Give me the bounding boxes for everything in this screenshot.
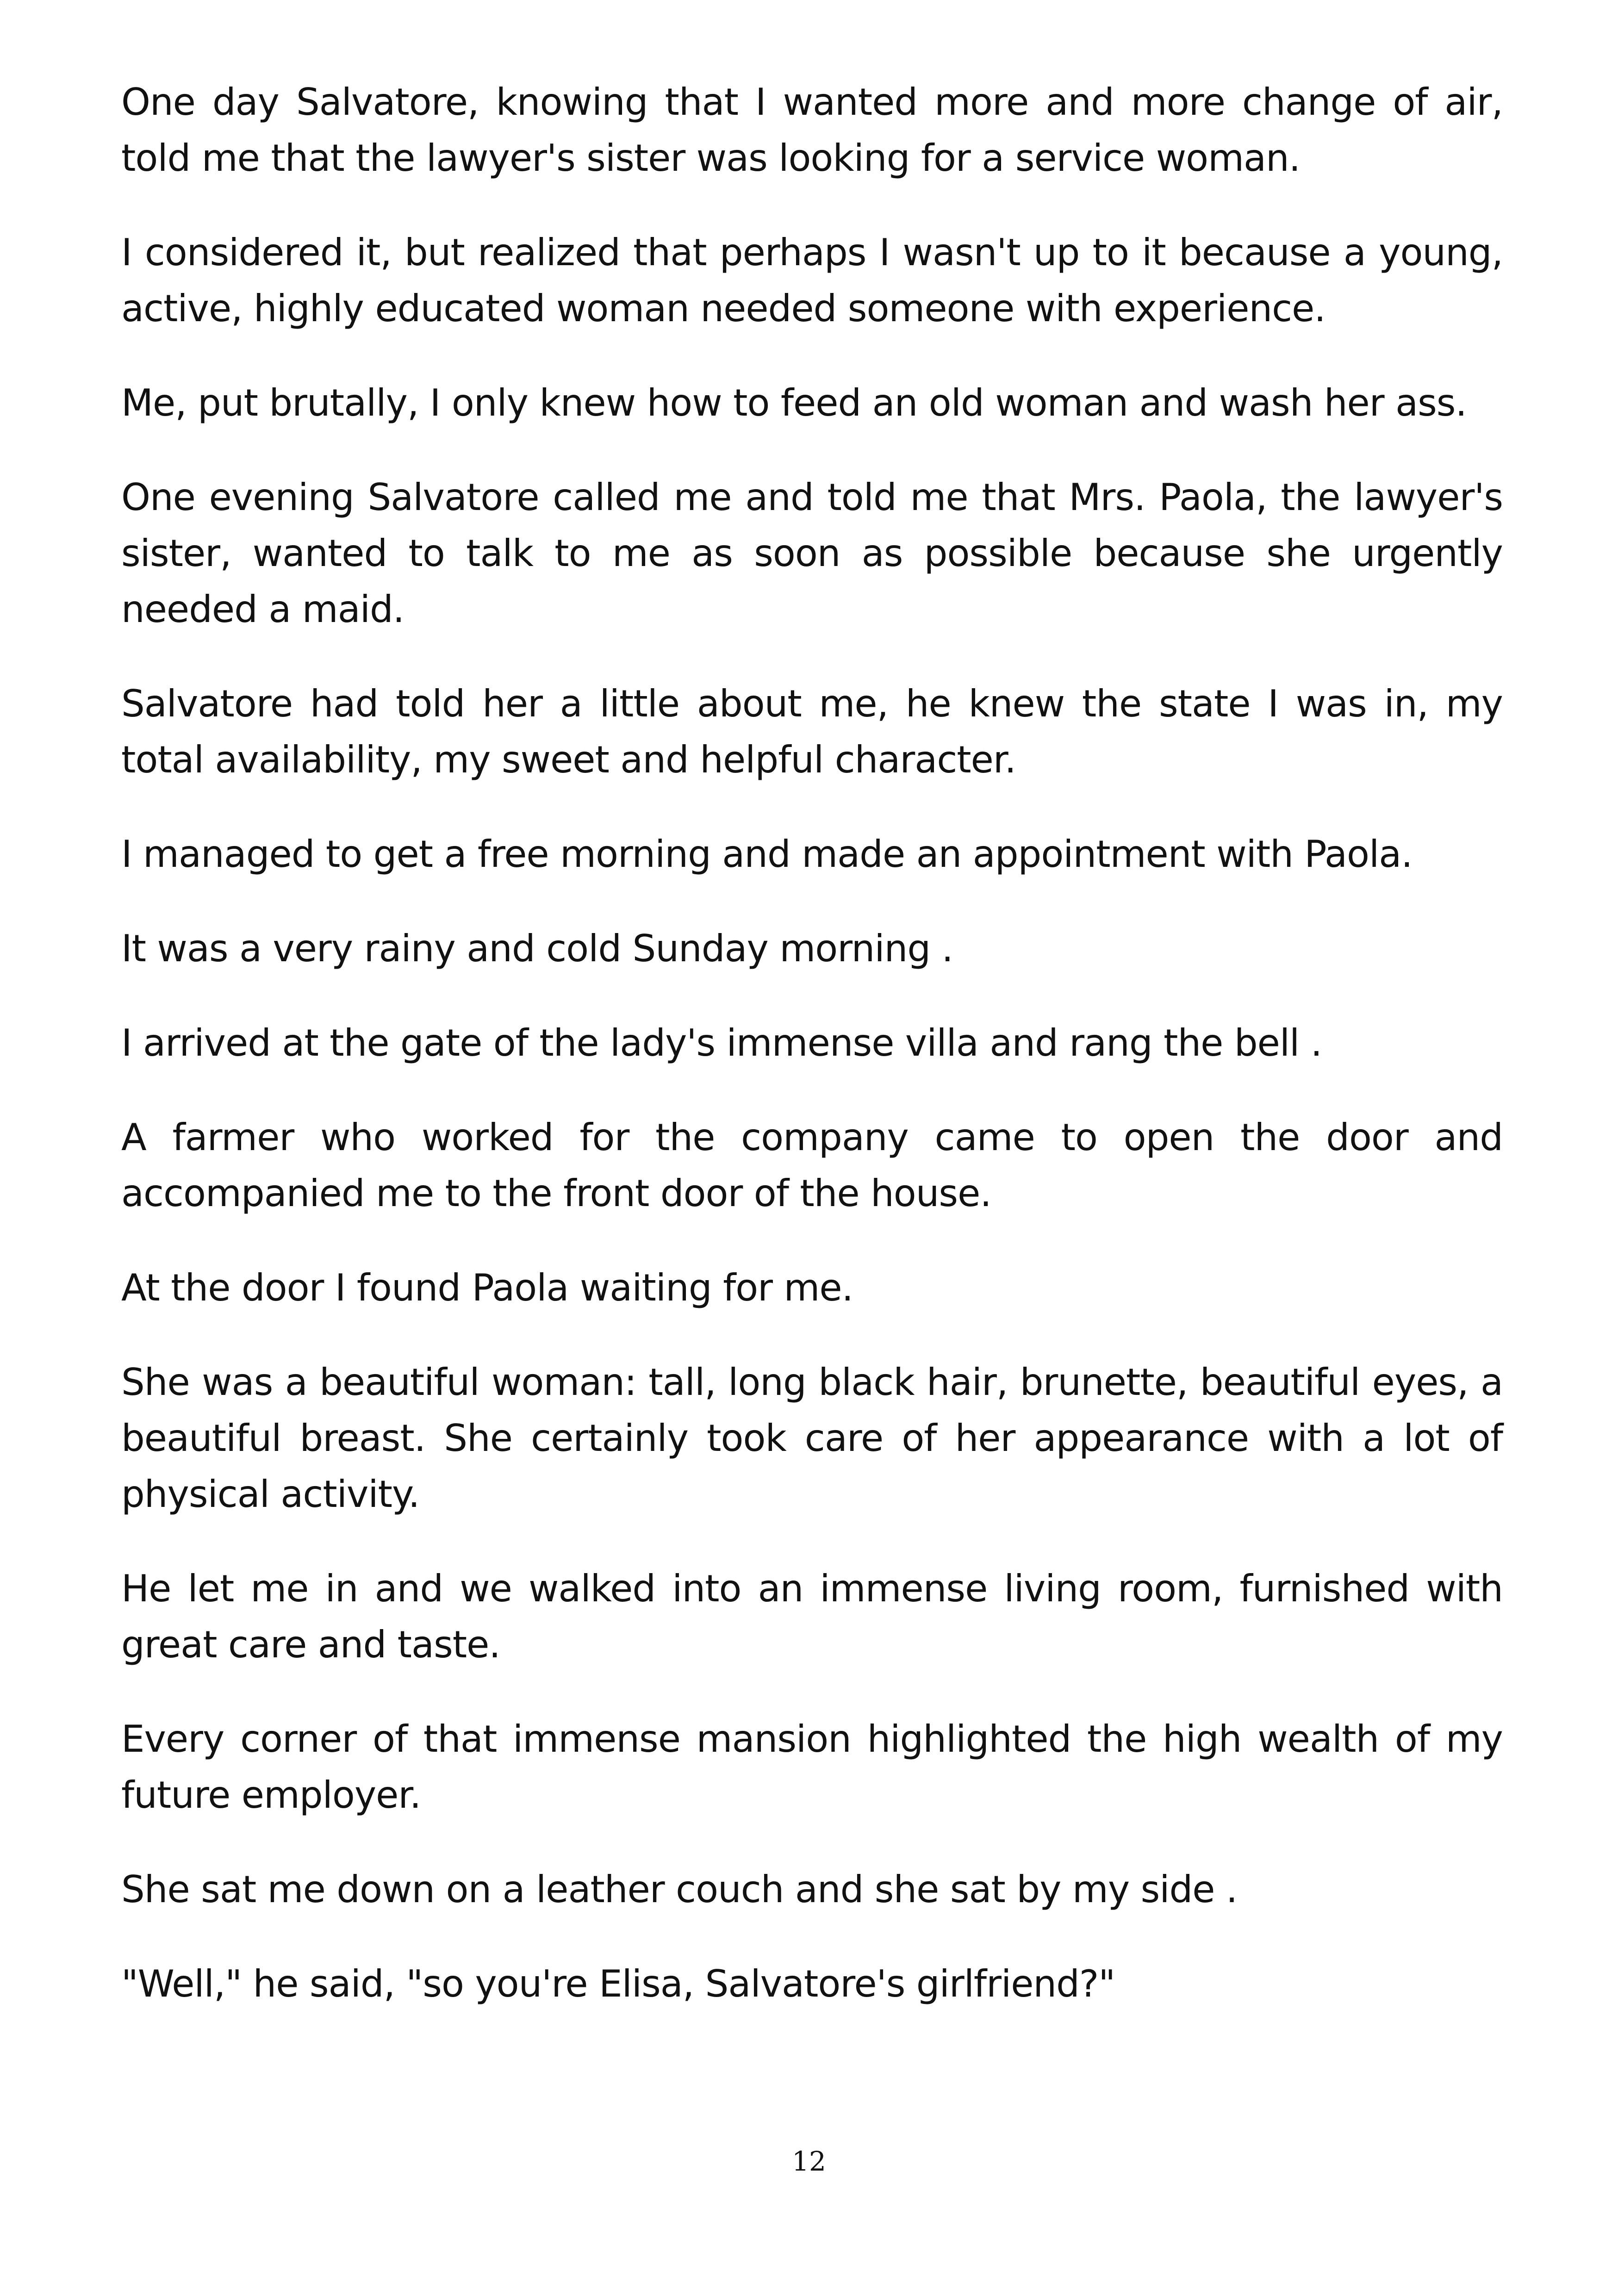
paragraph: I managed to get a free morning and made an appointment with Paola. <box>121 833 1413 876</box>
paragraph: She sat me down on a leather couch and she sat by my side . <box>121 1868 1238 1911</box>
paragraph: At the door I found Paola waiting for me. <box>121 1266 853 1309</box>
paragraph: Every corner of that immense mansion highlighted the high wealth of my future employer. <box>121 1717 1503 1817</box>
paragraph: A farmer who worked for the company came to open the door and accompanied me to the front door of the house. <box>121 1116 1503 1215</box>
paragraph: He let me in and we walked into an immense living room, furnished with great care and taste. <box>121 1567 1503 1666</box>
text-body <box>121 74 1503 2050</box>
paragraph: I arrived at the gate of the lady's immense villa and rang the bell . <box>121 1021 1322 1064</box>
page-number: 12 <box>792 2146 826 2177</box>
paragraph: "Well," he said, "so you're Elisa, Salvatore's girlfriend?" <box>121 1962 1115 2005</box>
paragraph: One evening Salvatore called me and told me that Mrs. Paola, the lawyer's sister, wanted to talk to me as soon as possible because she urgently needed a maid. <box>121 476 1503 631</box>
paragraph: She was a beautiful woman: tall, long black hair, brunette, beautiful eyes, a beautiful breast. She certainly took care of her appearance with a lot of physical activity. <box>121 1361 1503 1516</box>
paragraph: One day Salvatore, knowing that I wanted more and more change of air, told me that the lawyer's sister was looking for a service woman. <box>121 81 1503 180</box>
paragraph: It was a very rainy and cold Sunday morning . <box>121 927 953 970</box>
paragraph: Me, put brutally, I only knew how to feed an old woman and wash her ass. <box>121 381 1467 424</box>
paragraph: I considered it, but realized that perhaps I wasn't up to it because a young, active, highly educated woman needed someone with experience. <box>121 231 1503 330</box>
paragraph: Salvatore had told her a little about me, he knew the state I was in, my total availability, my sweet and helpful character. <box>121 682 1503 781</box>
